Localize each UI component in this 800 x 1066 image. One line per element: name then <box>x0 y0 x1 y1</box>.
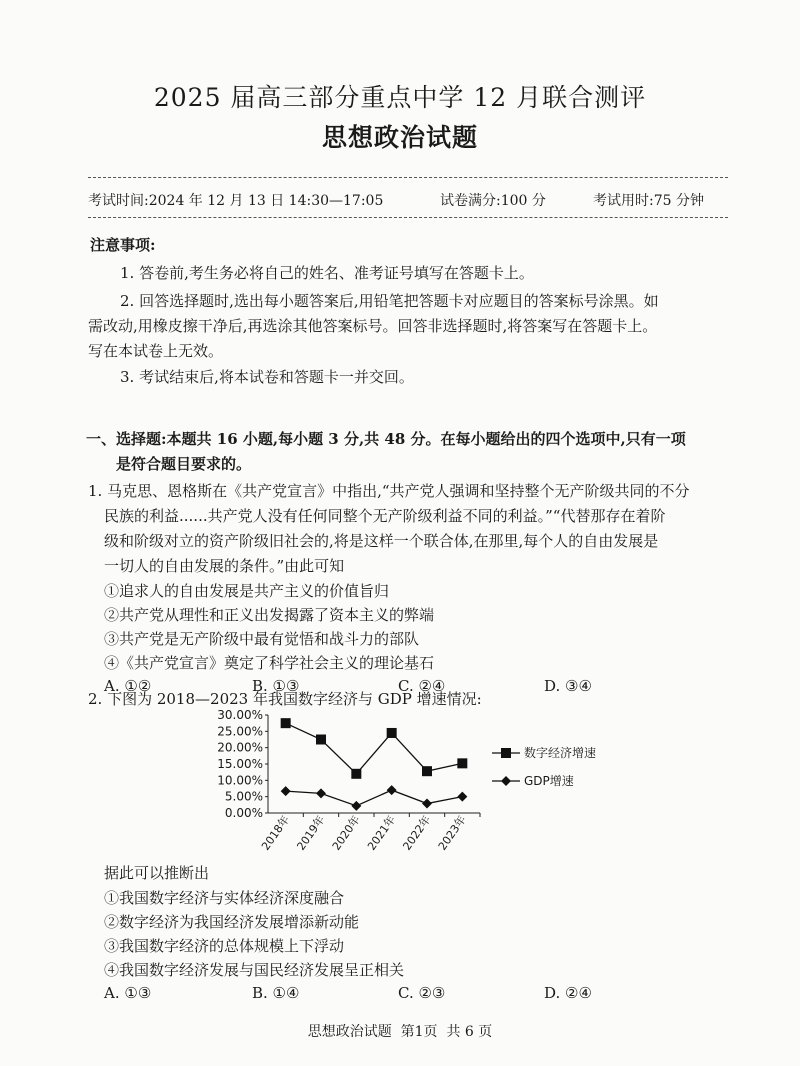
legend-label: GDP增速 <box>524 774 574 788</box>
q1-statement: ②共产党从理性和正义出发揭露了资本主义的弊端 <box>104 606 435 624</box>
page-footer: 思想政治试题 第1页 共 6 页 <box>307 1024 493 1040</box>
q1-option-b[interactable]: B. ①③ <box>252 677 300 695</box>
data-point-square <box>422 766 432 776</box>
legend-label: 数字经济增速 <box>524 746 597 760</box>
x-tick-label: 2020年 <box>329 813 363 853</box>
q1-option-d[interactable]: D. ③④ <box>544 677 592 695</box>
y-tick-label: 10.00% <box>217 773 263 788</box>
data-point-square <box>316 735 326 745</box>
q2-statement: ②数字经济为我国经济发展增添新动能 <box>104 913 360 931</box>
q1-stem-line: 一切人的自由发展的条件。”由此可知 <box>104 557 345 575</box>
notice-line: 需改动,用橡皮擦干净后,再选涂其他答案标号。回答非选择题时,将答案写在答题卡上。 <box>88 317 658 335</box>
q2-lead: 据此可以推断出 <box>104 864 210 882</box>
series-line-1 <box>286 723 463 774</box>
q2-option-c[interactable]: C. ②③ <box>398 984 446 1002</box>
series-line-2 <box>286 790 463 806</box>
legend-marker-square <box>501 748 511 758</box>
data-point-diamond <box>281 786 291 796</box>
y-tick-labels <box>217 708 263 820</box>
q2-stem: 2. 下图为 2018—2023 年我国数字经济与 GDP 增速情况: <box>88 690 482 708</box>
data-point-square <box>351 769 361 779</box>
data-point-diamond <box>422 799 432 809</box>
legend-marker-diamond <box>501 776 511 786</box>
q1-stem-line: 民族的利益......共产党人没有任何同整个无产阶级利益不同的利益。”“代替那存在着阶 <box>104 507 666 525</box>
exam-time: 考试时间:2024 年 12 月 13 日 14:30—17:05 <box>88 193 384 209</box>
q2-option-b[interactable]: B. ①④ <box>252 984 300 1002</box>
x-tick-label: 2021年 <box>365 813 399 853</box>
data-point-diamond <box>351 801 361 811</box>
notice-line: 3. 考试结束后,将本试卷和答题卡一并交回。 <box>120 368 414 386</box>
y-tick-label: 5.00% <box>224 789 263 804</box>
q1-statement: ①追求人的自由发展是共产主义的价值旨归 <box>104 582 390 600</box>
bottom-divider <box>88 217 728 218</box>
data-point-square <box>387 728 397 738</box>
section-heading: 一、选择题:本题共 16 小题,每小题 3 分,共 48 分。在每小题给出的四个选项中,只有一项 <box>86 430 686 448</box>
q2-statement: ①我国数字经济与实体经济深度融合 <box>104 889 345 907</box>
q2-statement: ④我国数字经济发展与国民经济发展呈正相关 <box>104 961 405 979</box>
q1-stem-line: 1. 马克思、恩格斯在《共产党宣言》中指出,“共产党人强调和坚持整个无产阶级共同的不分 <box>88 482 690 500</box>
y-tick-label: 15.00% <box>217 757 263 771</box>
growth-line-chart <box>200 700 620 860</box>
q2-statement: ③我国数字经济的总体规模上下浮动 <box>104 937 345 955</box>
data-point-square <box>281 718 291 728</box>
q1-statement: ③共产党是无产阶级中最有觉悟和战斗力的部队 <box>104 630 420 648</box>
q2-option-a[interactable]: A. ①③ <box>104 984 152 1002</box>
chart-legend <box>492 745 596 788</box>
x-tick-label: 2018年 <box>259 813 293 853</box>
data-point-diamond <box>387 785 397 795</box>
x-tick-label: 2022年 <box>400 813 434 853</box>
exam-title: 2025 届高三部分重点中学 12 月联合测评 <box>153 83 647 112</box>
data-point-diamond <box>457 792 467 802</box>
q1-option-a[interactable]: A. ①② <box>104 677 152 695</box>
y-tick-label: 25.00% <box>217 724 263 739</box>
notice-line: 2. 回答选择题时,选出每小题答案后,用铅笔把答题卡对应题目的答案标号涂黑。如 <box>120 292 659 310</box>
data-point-square <box>457 758 467 768</box>
q1-option-c[interactable]: C. ②④ <box>398 677 446 695</box>
y-tick-label: 0.00% <box>224 806 263 820</box>
notice-heading: 注意事项: <box>90 236 156 254</box>
notice-line: 写在本试卷上无效。 <box>88 342 224 360</box>
data-point-diamond <box>316 788 326 798</box>
x-tick-label: 2019年 <box>294 813 328 853</box>
q1-stem-line: 级和阶级对立的资产阶级旧社会的,将是这样一个联合体,在那里,每个人的自由发展是 <box>104 532 659 550</box>
y-tick-label: 30.00% <box>217 708 263 722</box>
exam-duration: 考试用时:75 分钟 <box>593 193 704 209</box>
x-tick-labels <box>258 813 469 853</box>
subject-title: 思想政治试题 <box>321 123 478 152</box>
x-tick-label: 2023年 <box>435 813 469 853</box>
q1-statement: ④《共产党宣言》奠定了科学社会主义的理论基石 <box>104 654 435 672</box>
y-tick-label: 20.00% <box>217 740 263 755</box>
section-heading-cont: 是符合题目要求的。 <box>116 455 252 473</box>
q2-option-d[interactable]: D. ②④ <box>544 984 592 1002</box>
notice-line: 1. 答卷前,考生务必将自己的姓名、准考证号填写在答题卡上。 <box>120 264 534 282</box>
top-divider <box>88 177 728 178</box>
chart-series <box>281 718 468 811</box>
full-score: 试卷满分:100 分 <box>440 193 546 209</box>
